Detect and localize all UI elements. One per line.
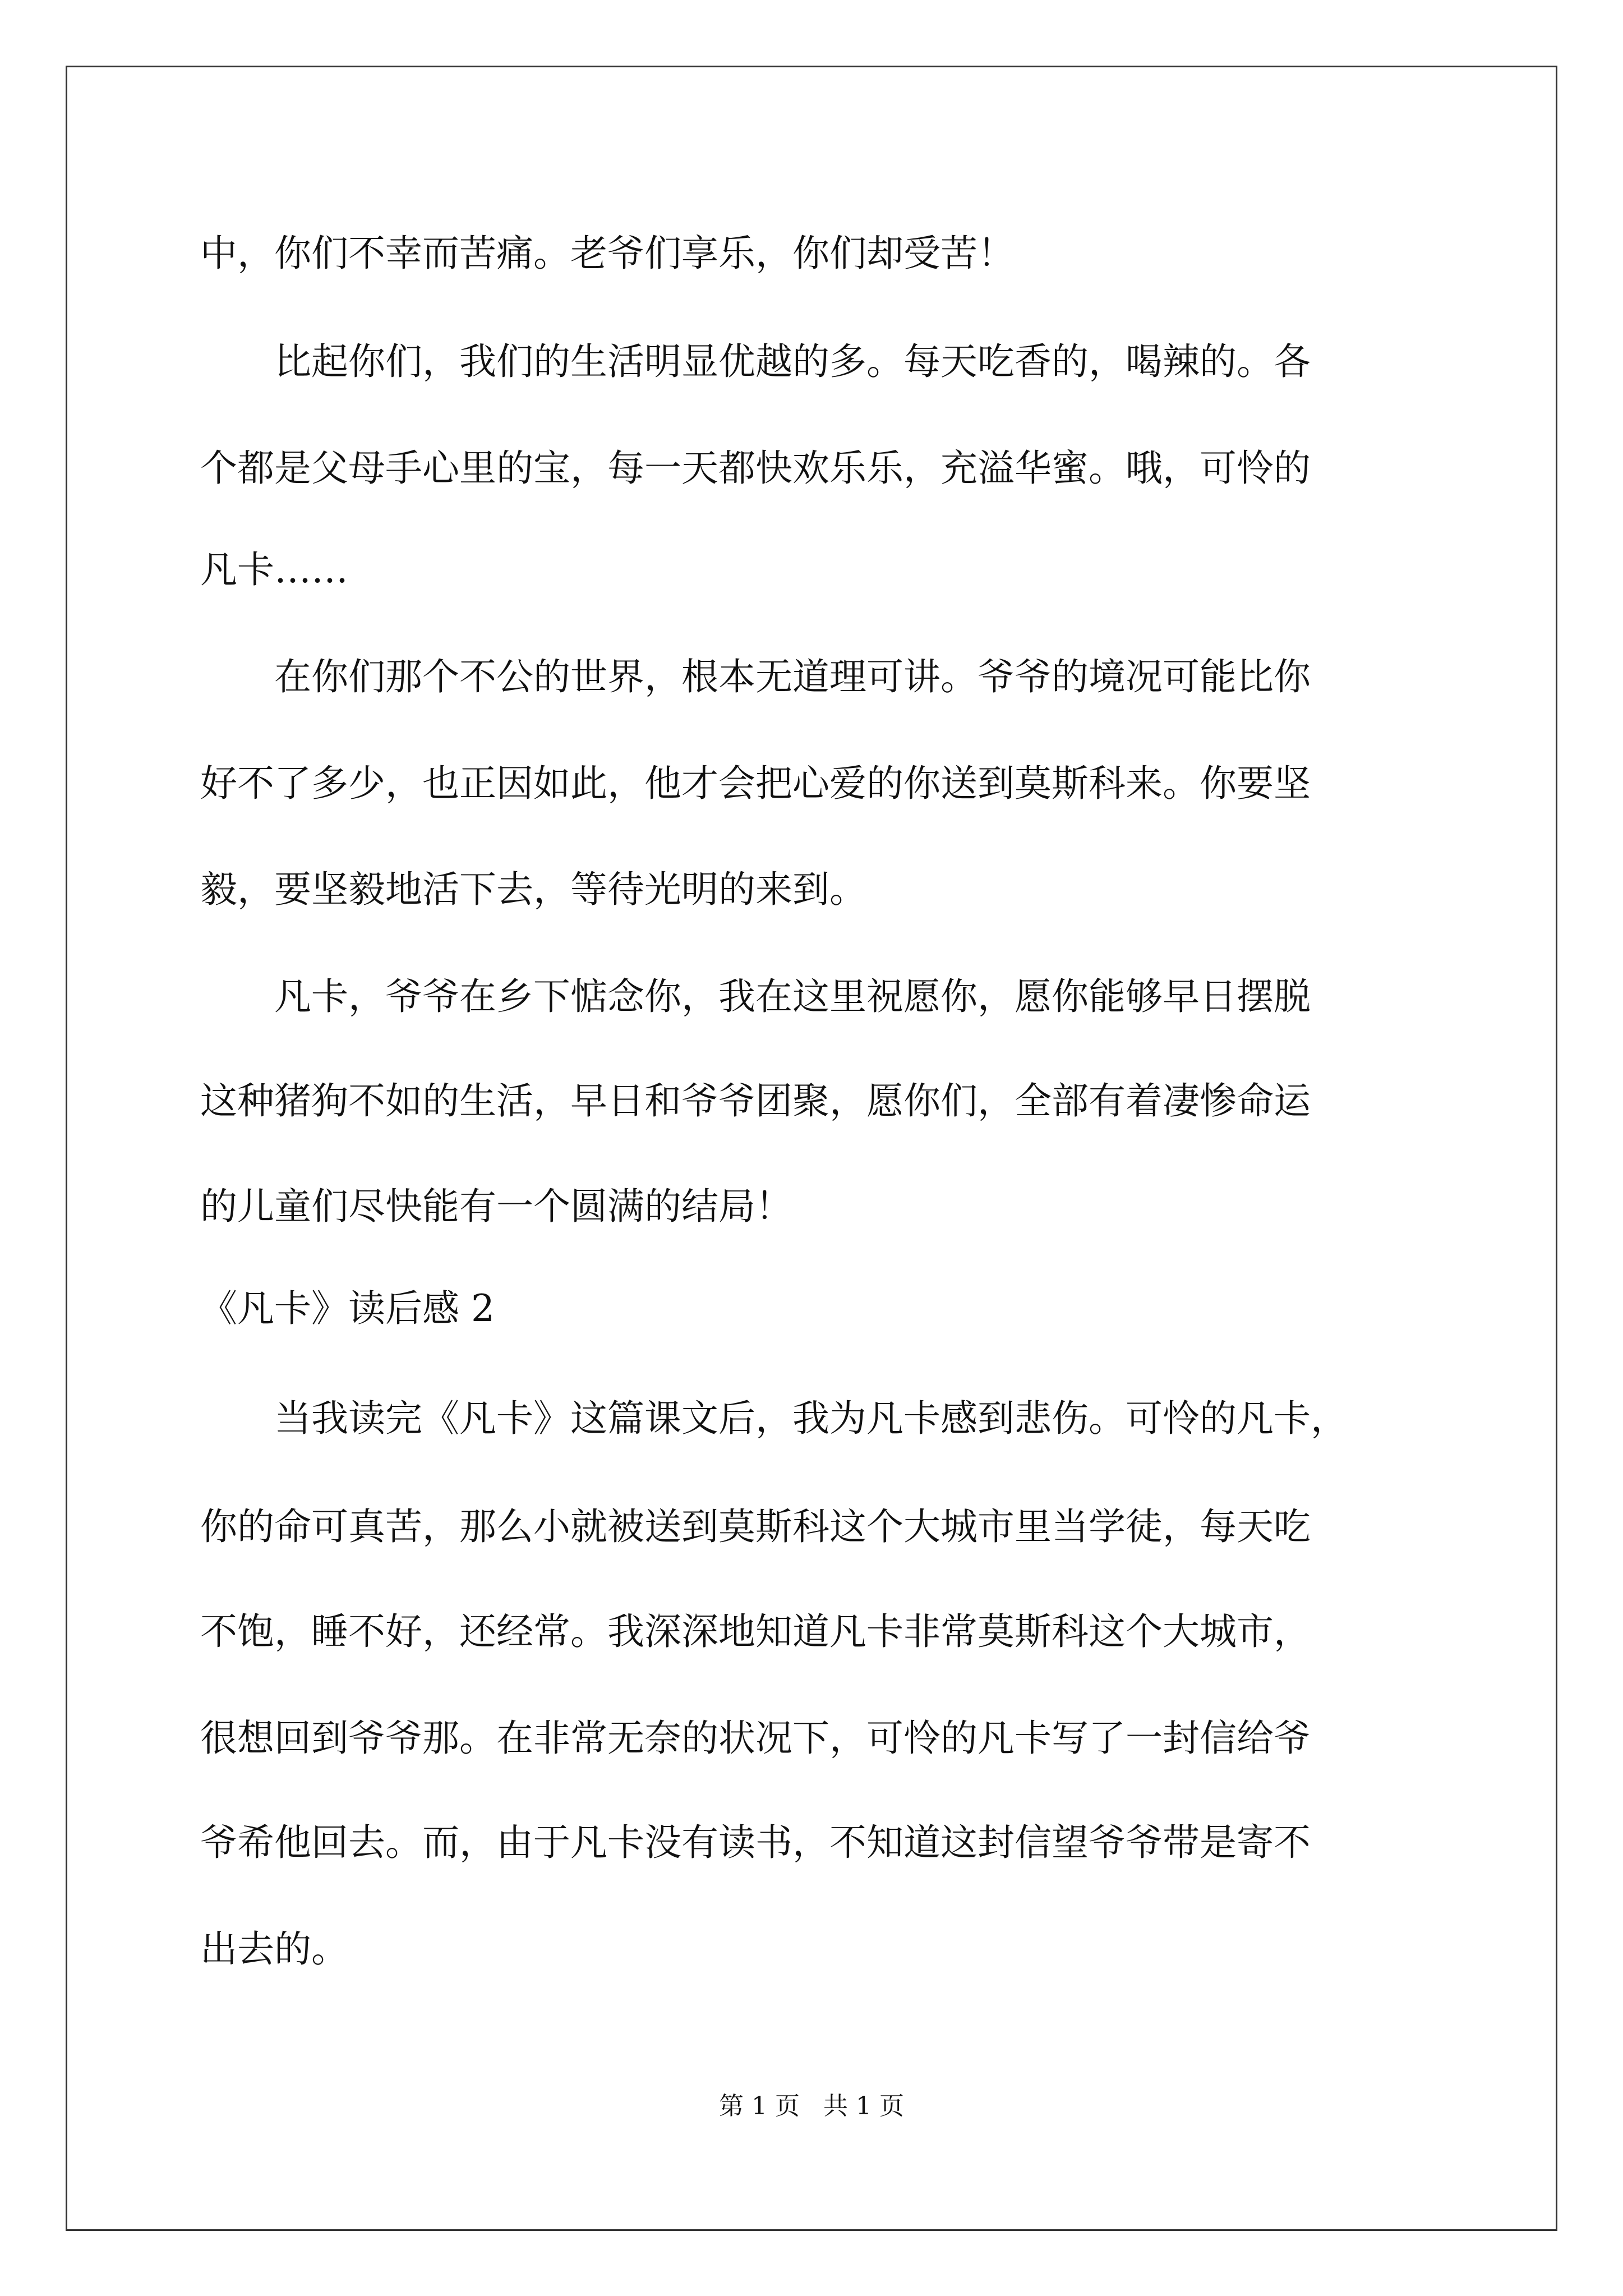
paragraph-line: 好不了多少，也正因如此，他才会把心爱的你送到莫斯科来。你要坚: [200, 762, 1311, 805]
paragraph-line: 凡卡……: [200, 548, 348, 591]
paragraph-line: 比起你们，我们的生活明显优越的多。每天吃香的，喝辣的。各: [200, 340, 1311, 383]
paragraph-line: 你的命可真苦，那么小就被送到莫斯科这个大城市里当学徒，每天吃: [200, 1505, 1311, 1548]
paragraph-line: 这种猪狗不如的生活，早日和爷爷团聚，愿你们，全部有着凄惨命运: [200, 1079, 1311, 1122]
paragraph-line: 在你们那个不公的世界，根本无道理可讲。爷爷的境况可能比你: [200, 655, 1311, 698]
paragraph-line: 个都是父母手心里的宝，每一天都快欢乐乐，充溢华蜜。哦，可怜的: [200, 447, 1311, 490]
paragraph-line: 不饱，睡不好，还经常。我深深地知道凡卡非常莫斯科这个大城市，: [200, 1610, 1311, 1653]
page-footer: 第 1 页 共 1 页: [719, 2092, 904, 2120]
paragraph-line: 中，你们不幸而苦痛。老爷们享乐，你们却受苦！: [200, 232, 1015, 275]
paragraph-line: 凡卡，爷爷在乡下惦念你，我在这里祝愿你，愿你能够早日摆脱: [200, 975, 1311, 1018]
paragraph-line: 当我读完《凡卡》这篇课文后，我为凡卡感到悲伤。可怜的凡卡，: [200, 1397, 1348, 1440]
paragraph-line: 毅，要坚毅地活下去，等待光明的来到。: [200, 868, 866, 911]
section-heading: 《凡卡》读后感 2: [200, 1287, 495, 1330]
page-border: [66, 66, 1557, 2231]
paragraph-line: 的儿童们尽快能有一个圆满的结局！: [200, 1185, 792, 1228]
paragraph-line: 爷希他回去。而，由于凡卡没有读书，不知道这封信望爷爷带是寄不: [200, 1821, 1311, 1864]
paragraph-line: 很想回到爷爷那。在非常无奈的状况下，可怜的凡卡写了一封信给爷: [200, 1717, 1311, 1760]
paragraph-line: 出去的。: [200, 1927, 348, 1971]
